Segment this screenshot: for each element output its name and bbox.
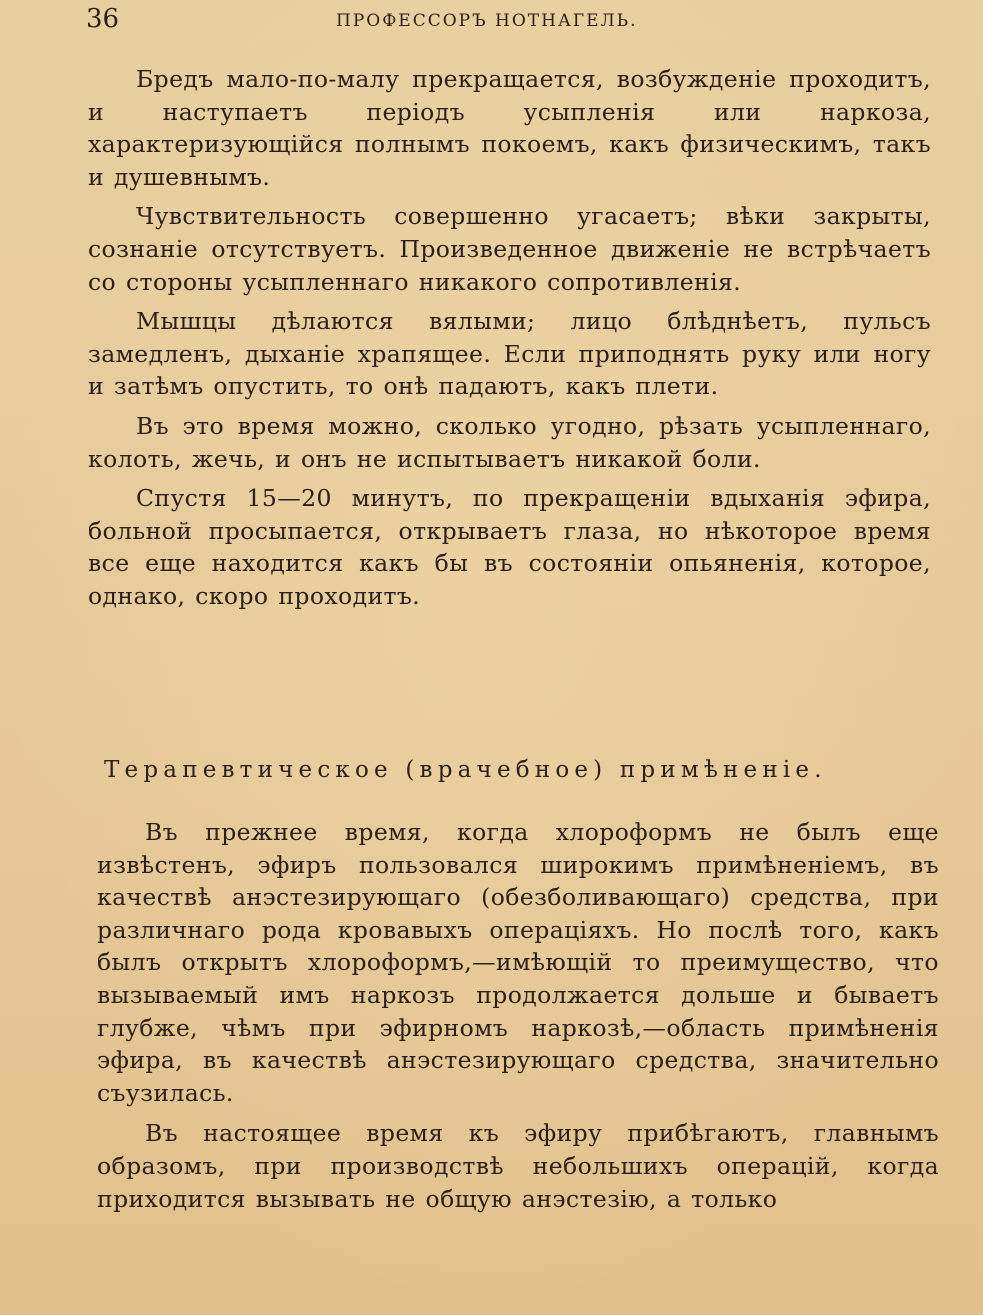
running-head: ПРОФЕССОРЪ НОТНАГЕЛЬ. xyxy=(336,11,638,31)
paragraph: Въ настоящее время къ эфиру прибѣгаютъ, главнымъ образомъ, при производствѣ небольшихъ операцій, когда приходится вызывать не общую анэстезію, а только xyxy=(97,1119,939,1213)
body-text-top xyxy=(88,63,931,613)
paragraph: Въ прежнее время, когда хлороформъ не былъ еще извѣстенъ, эфиръ пользовался широкимъ примѣненіемъ, въ качествѣ анэстезирующаго (обезболивающаго) средства, при различнаго рода кровавыхъ операціяхъ. Но послѣ того, какъ былъ открытъ хлороформъ,—имѣющій то преимущество, что вызываемый имъ наркозъ продолжается дольше и бываетъ глубже, чѣмъ при эфирномъ наркозѣ,—область примѣненія эфира, въ качествѣ анэстезирующаго средства, значительно съузилась. xyxy=(97,818,939,1107)
paragraph: Бредъ мало-по-малу прекращается, возбужденіе проходитъ, и наступаетъ періодъ усыпленія или наркоза, характеризующійся полнымъ покоемъ, какъ физическимъ, такъ и душевнымъ. xyxy=(88,65,931,191)
paragraph: Спустя 15—20 минутъ, по прекращеніи вдыханія эфира, больной просыпается, открываетъ глаза, но нѣкоторое время все еще находится какъ бы въ состояніи опьяненія, которое, однако, скоро проходитъ. xyxy=(88,484,931,610)
paragraph: Чувствительность совершенно угасаетъ; вѣки закрыты, сознаніе отсутствуетъ. Произведенное движеніе не встрѣчаетъ со стороны усыпленнаго никакого сопротивленія. xyxy=(88,202,931,296)
section-heading: Терапевтическое (врачебное) примѣненіе. xyxy=(104,757,827,783)
page-header xyxy=(86,4,946,38)
page-number: 36 xyxy=(86,4,120,34)
paragraph: Мышцы дѣлаются вялыми; лицо блѣднѣетъ, пульсъ замедленъ, дыханіе храпящее. Если приподнять руку или ногу и затѣмъ опустить, то онѣ падаютъ, какъ плети. xyxy=(88,307,931,401)
paragraph: Въ это время можно, сколько угодно, рѣзать усыпленнаго, колоть, жечь, и онъ не испытываетъ никакой боли. xyxy=(88,411,931,473)
body-text-bottom xyxy=(97,816,939,1215)
